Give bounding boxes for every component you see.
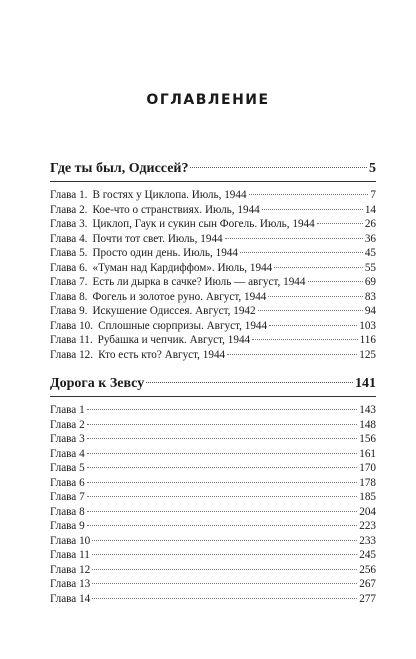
chapter-page-number: 83 [364, 290, 376, 303]
chapter-page-number: 277 [359, 592, 376, 605]
dot-leader [225, 238, 363, 239]
toc-section-odyssey [50, 160, 376, 362]
dot-leader [87, 438, 358, 439]
toc-entry[interactable] [50, 563, 376, 578]
toc-entry[interactable] [50, 261, 376, 276]
dot-leader [269, 325, 357, 326]
chapter-label: Глава 12 [50, 563, 91, 576]
toc-entry[interactable] [50, 246, 376, 261]
toc-entry[interactable] [50, 403, 376, 418]
section-page-number: 141 [355, 376, 376, 391]
chapter-label: Глава 3 [50, 433, 85, 445]
chapter-page-number: 14 [364, 203, 376, 216]
section-page-number: 5 [369, 161, 376, 176]
chapter-page-number: 7 [370, 189, 376, 201]
chapter-page-number: 233 [359, 534, 376, 547]
chapter-page-number: 69 [364, 276, 376, 288]
chapter-title: Кое-что о странствиях. Июль, 1944 [92, 203, 260, 216]
toc-entry[interactable] [50, 548, 376, 563]
section-heading[interactable] [50, 160, 376, 178]
chapter-label: Глава 3. [50, 218, 88, 230]
dot-leader [87, 467, 358, 468]
dot-leader [92, 569, 357, 570]
dot-leader [249, 194, 369, 195]
chapter-page-number: 256 [359, 563, 376, 576]
dot-leader [252, 339, 357, 340]
chapter-title: «Туман над Кардиффом». Июль, 1944 [92, 261, 273, 274]
chapter-label: Глава 11 [50, 549, 90, 561]
toc-entry[interactable] [50, 275, 376, 290]
toc-entry[interactable] [50, 304, 376, 319]
chapter-page-number: 170 [359, 462, 376, 474]
section-title: Дорога к Зевсу [50, 376, 145, 391]
dot-leader [274, 267, 363, 268]
toc-entry[interactable] [50, 432, 376, 447]
chapter-label: Глава 14 [50, 592, 91, 605]
chapter-page-number: 148 [359, 418, 376, 431]
chapter-label: Глава 10. [50, 319, 94, 332]
toc-entry[interactable] [50, 232, 376, 247]
dot-leader [87, 482, 358, 483]
chapter-page-number: 161 [359, 447, 376, 460]
dot-leader [92, 583, 357, 584]
toc-entry[interactable] [50, 534, 376, 549]
toc-entry[interactable] [50, 333, 376, 348]
dot-leader [87, 496, 358, 497]
chapter-page-number: 156 [359, 433, 376, 445]
chapter-label: Глава 12. [50, 348, 94, 361]
chapter-label: Глава 9 [50, 520, 85, 532]
dot-leader [92, 540, 357, 541]
chapter-title: Есть ли дырка в сачке? Июль — август, 1944 [92, 276, 306, 288]
chapter-label: Глава 8 [50, 505, 85, 518]
dot-leader [146, 382, 353, 383]
chapter-label: Глава 2. [50, 203, 88, 216]
toc-entry[interactable] [50, 577, 376, 592]
toc-entry[interactable] [50, 505, 376, 520]
chapter-label: Глава 2 [50, 418, 85, 431]
dot-leader [87, 511, 358, 512]
chapter-title: Сплошные сюрпризы. Август, 1944 [98, 319, 268, 332]
toc-entry[interactable] [50, 476, 376, 491]
chapter-title: Фогель и золотое руно. Август, 1944 [92, 290, 267, 303]
toc-entry[interactable] [50, 217, 376, 232]
toc-entry[interactable] [50, 461, 376, 476]
section-divider [50, 181, 376, 182]
dot-leader [87, 525, 358, 526]
chapter-page-number: 103 [359, 319, 376, 332]
chapter-label: Глава 6 [50, 476, 85, 489]
toc-entry[interactable] [50, 188, 376, 203]
dot-leader [262, 209, 363, 210]
toc-entry[interactable] [50, 348, 376, 363]
chapter-page-number: 204 [359, 505, 376, 518]
toc-entry[interactable] [50, 290, 376, 305]
chapter-label: Глава 11. [50, 334, 93, 346]
chapter-label: Глава 4 [50, 447, 85, 460]
chapter-label: Глава 1 [50, 404, 85, 416]
dot-leader [87, 409, 358, 410]
chapter-label: Глава 9. [50, 305, 88, 317]
chapter-title: Кто есть кто? Август, 1944 [98, 348, 226, 361]
dot-leader [87, 424, 358, 425]
chapter-title: В гостях у Циклопа. Июль, 1944 [92, 189, 247, 201]
dot-leader [92, 598, 357, 599]
chapter-page-number: 178 [359, 476, 376, 489]
toc-section-zeus [50, 375, 376, 606]
chapter-label: Глава 13 [50, 578, 91, 590]
dot-leader [190, 167, 367, 168]
section-title: Где ты был, Одиссей? [50, 161, 189, 176]
chapter-label: Глава 1. [50, 189, 88, 201]
dot-leader [317, 223, 363, 224]
chapter-label: Глава 5 [50, 462, 85, 474]
dot-leader [268, 296, 362, 297]
toc-entry[interactable] [50, 447, 376, 462]
chapter-list [50, 403, 376, 606]
dot-leader [87, 453, 358, 454]
chapter-label: Глава 6. [50, 261, 88, 274]
section-divider [50, 396, 376, 397]
chapter-page-number: 143 [359, 404, 376, 416]
toc-entry[interactable] [50, 418, 376, 433]
toc-entry[interactable] [50, 203, 376, 218]
dot-leader [308, 281, 363, 282]
dot-leader [258, 310, 363, 311]
chapter-title: Просто один день. Июль, 1944 [92, 247, 238, 259]
chapter-label: Глава 7. [50, 276, 88, 288]
chapter-page-number: 125 [359, 348, 376, 361]
chapter-page-number: 26 [364, 218, 376, 230]
toc-entry[interactable] [50, 490, 376, 505]
chapter-label: Глава 10 [50, 534, 91, 547]
chapter-label: Глава 5. [50, 247, 88, 259]
chapter-title: Искушение Одиссея. Август, 1942 [92, 305, 256, 317]
chapter-page-number: 116 [359, 334, 376, 346]
chapter-label: Глава 8. [50, 290, 88, 303]
chapter-page-number: 36 [364, 232, 376, 245]
chapter-title: Циклоп, Гаук и сукин сын Фогель. Июль, 1944 [92, 218, 315, 230]
toc-entry[interactable] [50, 519, 376, 534]
chapter-page-number: 245 [359, 549, 376, 561]
chapter-page-number: 45 [364, 247, 376, 259]
chapter-page-number: 223 [359, 520, 376, 532]
chapter-label: Глава 7 [50, 491, 85, 503]
dot-leader [227, 354, 357, 355]
page-title: ОГЛАВЛЕНИЕ [146, 92, 270, 108]
chapter-page-number: 94 [364, 305, 376, 317]
chapter-label: Глава 4. [50, 232, 88, 245]
chapter-list [50, 188, 376, 362]
chapter-title: Почти тот свет. Июль, 1944 [92, 232, 223, 245]
toc-entry[interactable] [50, 592, 376, 607]
toc-entry[interactable] [50, 319, 376, 334]
chapter-page-number: 267 [359, 578, 376, 590]
section-heading[interactable] [50, 375, 376, 393]
dot-leader [240, 252, 363, 253]
chapter-title: Рубашка и чепчик. Август, 1944 [97, 334, 251, 346]
chapter-page-number: 55 [364, 261, 376, 274]
chapter-page-number: 185 [359, 491, 376, 503]
dot-leader [92, 554, 357, 555]
